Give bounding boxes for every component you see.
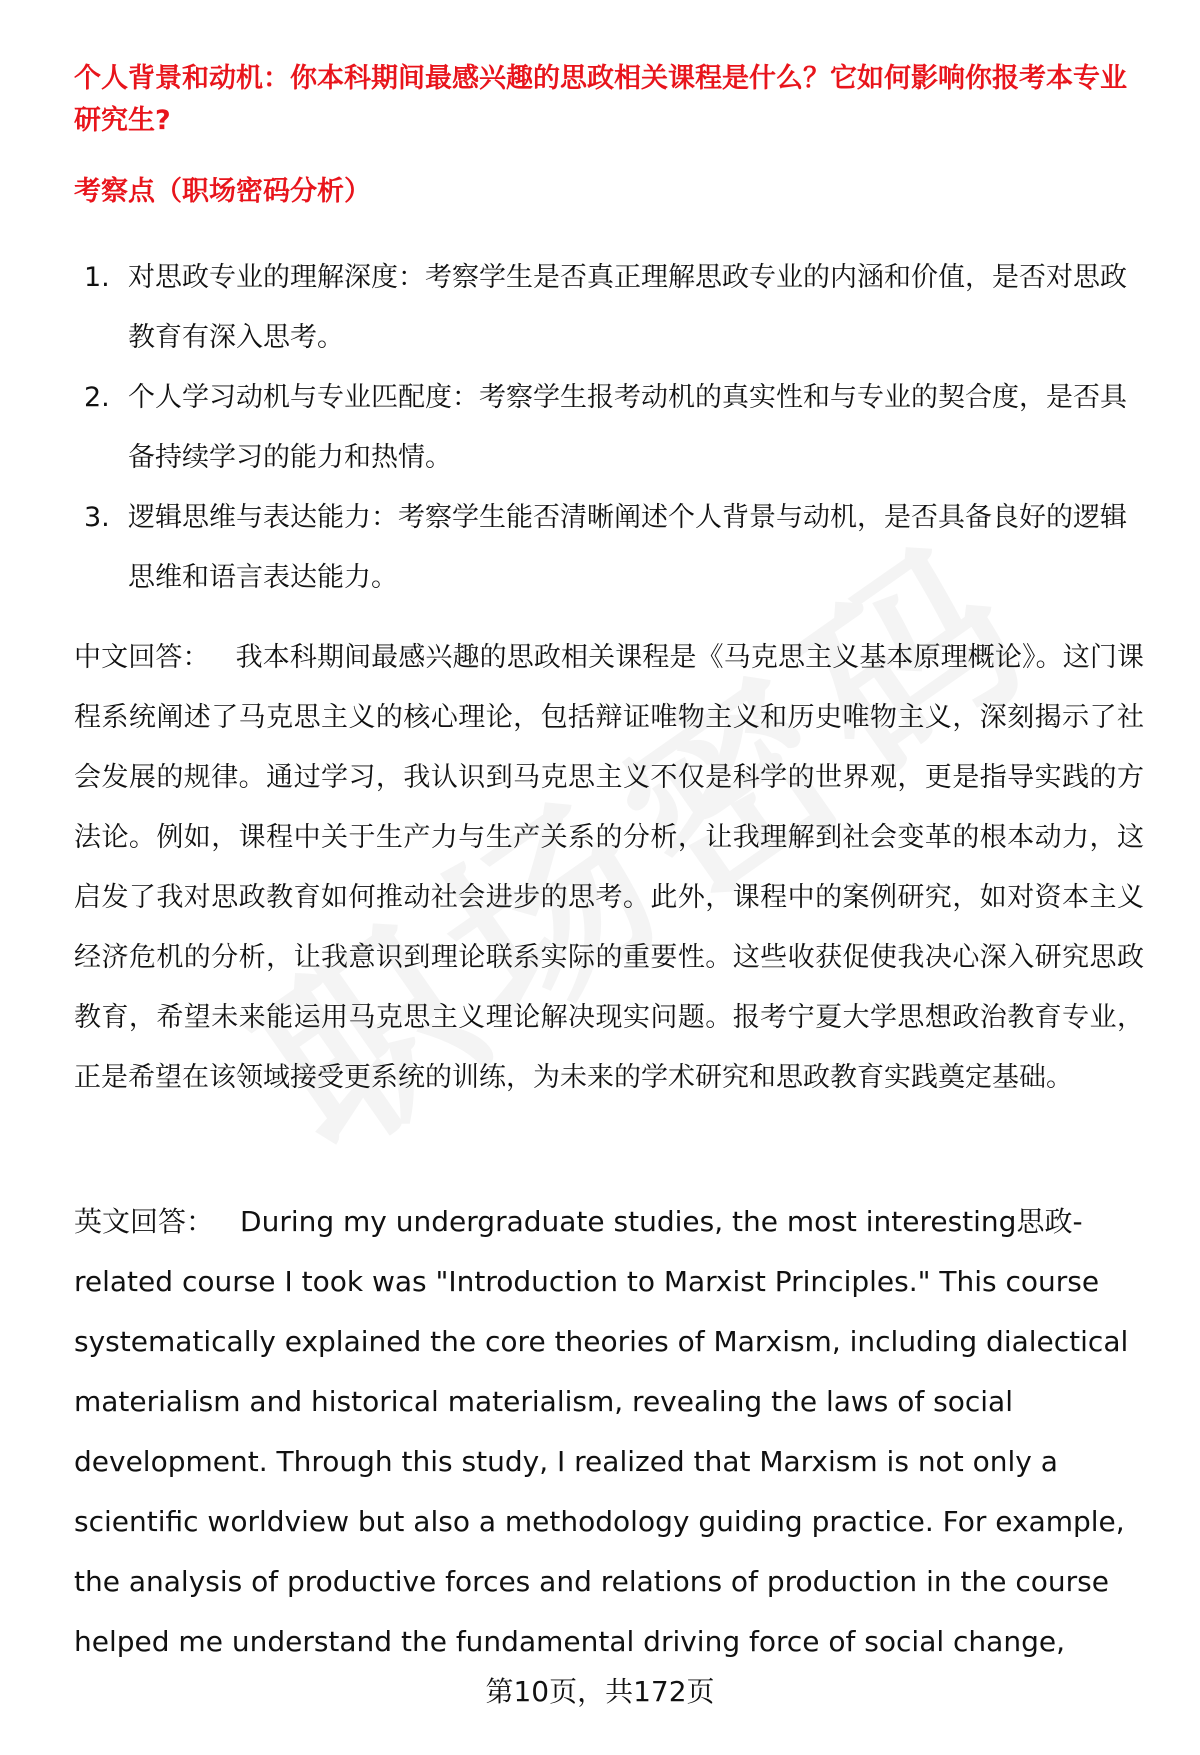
english-answer-label: 英文回答： [74, 1205, 215, 1238]
english-answer-text: During my undergraduate studies, the most interesting思政-related course I took was "Introduction to Marxist Principles." This course systematically explained the core theories of Marxism, including dialectical materialism and historical materialism, revealing the laws of social development. Through this study, I realized that Marxism is not only a scientific worldview but also a methodology guiding practice. For example, the analysis of productive forces and relations of production in the course helped me understand the fundamental driving force of social change, [74, 1205, 1129, 1658]
page-number-footer: 第10页，共172页 [485, 1675, 715, 1708]
document-page [74, 0, 1144, 1755]
list-item-text: 个人学习动机与专业匹配度：考察学生报考动机的真实性和与专业的契合度，是否具备持续学习的能力和热情。 [128, 382, 1127, 473]
list-item-text: 逻辑思维与表达能力：考察学生能否清晰阐述个人背景与动机，是否具备良好的逻辑思维和语言表达能力。 [128, 502, 1127, 593]
list-item [74, 248, 1144, 368]
chinese-answer-label: 中文回答： [74, 642, 210, 673]
list-item-number: 3. [84, 502, 110, 533]
list-item [74, 488, 1144, 608]
list-item [74, 368, 1144, 488]
english-answer [74, 1192, 1144, 1672]
chinese-answer [74, 628, 1144, 1108]
list-item-number: 1. [84, 262, 110, 293]
assessment-points-list [74, 248, 1144, 608]
question-heading: 个人背景和动机：你本科期间最感兴趣的思政相关课程是什么？它如何影响你报考本专业研究生? [74, 63, 1127, 136]
list-item-text: 对思政专业的理解深度：考察学生是否真正理解思政专业的内涵和价值，是否对思政教育有深入思考。 [128, 262, 1127, 353]
section-title: 考察点（职场密码分析） [74, 176, 371, 207]
list-item-number: 2. [84, 382, 110, 413]
chinese-answer-text: 我本科期间最感兴趣的思政相关课程是《马克思主义基本原理概论》。这门课程系统阐述了马克思主义的核心理论，包括辩证唯物主义和历史唯物主义，深刻揭示了社会发展的规律。通过学习，我认识到马克思主义不仅是科学的世界观，更是指导实践的方法论。例如，课程中关于生产力与生产关系的分析，让我理解到社会变革的根本动力，这启发了我对思政教育如何推动社会进步的思考。此外，课程中的案例研究，如对资本主义经济危机的分析，让我意识到理论联系实际的重要性。这些收获促使我决心深入研究思政教育，希望未来能运用马克思主义理论解决现实问题。报考宁夏大学思想政治教育专业，正是希望在该领域接受更系统的训练，为未来的学术研究和思政教育实践奠定基础。 [74, 642, 1145, 1093]
